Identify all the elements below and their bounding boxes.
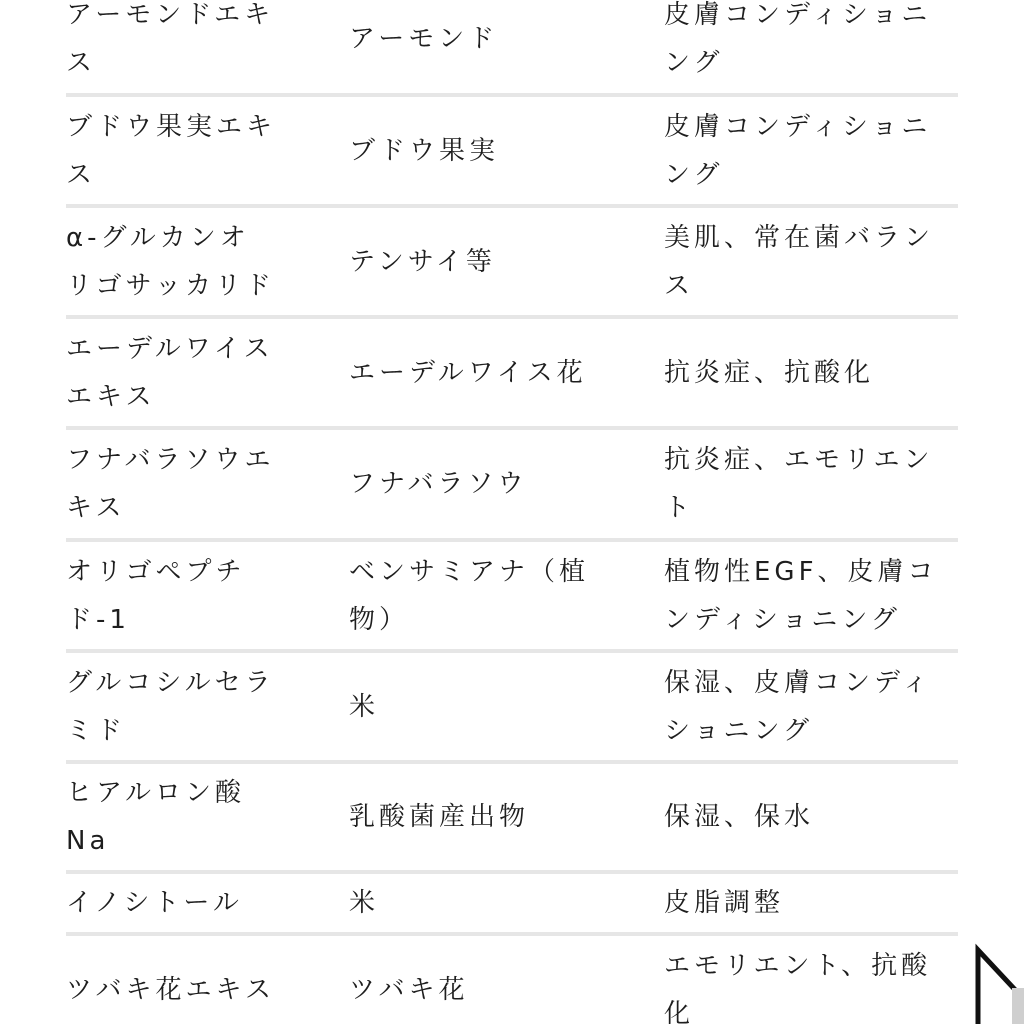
table-row <box>66 874 958 936</box>
ingredient-function: エモリエント、抗酸 化 <box>664 951 932 1024</box>
ingredient-function: 抗炎症、抗酸化 <box>664 357 875 388</box>
table-row <box>66 0 958 97</box>
ingredient-function: 保湿、保水 <box>664 802 815 832</box>
ingredient-function: 抗炎症、エモリエン ト <box>664 445 934 523</box>
ingredient-name: フナバラソウエ キス <box>66 445 275 523</box>
ingredient-origin: ベンサミアナ（植 物） <box>349 556 590 635</box>
ingredient-function: 植物性EGF、皮膚コ ンディショニング <box>664 556 938 635</box>
table-row <box>66 936 958 1024</box>
table-row <box>66 542 958 653</box>
table-row <box>66 653 958 764</box>
ingredient-function: 美肌、常在菌バラン ス <box>664 222 935 301</box>
ingredient-origin: 乳酸菌産出物 <box>349 802 530 832</box>
ingredient-origin: 米 <box>349 691 380 722</box>
ingredient-origin: フナバラソウ <box>349 469 528 499</box>
table-row <box>66 97 958 208</box>
ingredient-name: グルコシルセラ ミド <box>66 667 275 746</box>
ingredient-name: ヒアルロン酸 Na <box>66 778 245 856</box>
corner-shape-icon <box>968 940 1024 1024</box>
ingredient-function: 皮脂調整 <box>664 888 785 918</box>
table-row <box>66 430 958 542</box>
ingredient-origin: ブドウ果実 <box>349 135 500 166</box>
ingredient-name: ブドウ果実エキ ス <box>66 111 277 190</box>
table-row <box>66 208 958 319</box>
ingredient-origin: エーデルワイス花 <box>349 357 587 388</box>
ingredient-function: 保湿、皮膚コンディ ショニング <box>664 667 932 746</box>
ingredient-name: ツバキ花エキス <box>66 975 275 1005</box>
ingredient-origin: アーモンド <box>349 23 499 54</box>
ingredient-name: オリゴペプチ ド-1 <box>66 556 246 635</box>
ingredient-name: α-グルカンオ リゴサッカリド <box>66 222 275 301</box>
ingredient-name: イノシトール <box>66 888 243 918</box>
ingredient-function: 皮膚コンディショニ ング <box>664 0 932 78</box>
table-row <box>66 764 958 874</box>
ingredient-origin: 米 <box>349 888 380 918</box>
ingredient-name: エーデルワイス エキス <box>66 333 274 412</box>
ingredient-function: 皮膚コンディショニ ング <box>664 111 932 190</box>
ingredients-table <box>66 0 958 1024</box>
ingredient-name: アーモンドエキ ス <box>66 0 275 78</box>
table-row <box>66 319 958 430</box>
ingredient-origin: ツバキ花 <box>349 975 469 1005</box>
ingredient-origin: テンサイ等 <box>349 246 496 277</box>
